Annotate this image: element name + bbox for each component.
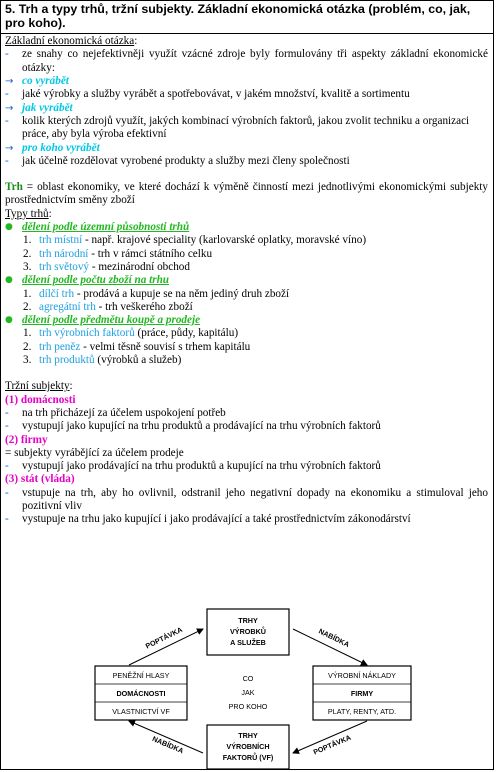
firms-definition: = subjekty vyrábějící za účelem prodeje (5, 446, 184, 459)
list-item: 2. trh peněz - velmi těsně souvisí s trhem kapitálu (23, 340, 251, 353)
green-dot-icon: ● (5, 222, 13, 233)
question-how: → jak vyrábět (5, 101, 73, 114)
section-heading-market-subjects: Tržní subjekty: (5, 380, 73, 393)
list-item: 2. trh národní - trh v rámci státního celku (23, 247, 213, 260)
question-what: → co vyrábět (5, 75, 69, 88)
right-arrow-icon: → (5, 102, 14, 114)
bottom-box-line-3: FAKTORŮ (VF) (222, 753, 274, 762)
arrow-label-bottom-right: POPTÁVKA (311, 732, 353, 757)
question-for-whom-text: - jak účelně rozdělovat vyrobené produkty a služby mezi členy společnosti (5, 154, 350, 167)
list-item: 1. trh výrobních faktorů (práce, půdy, kapitálu) (23, 327, 239, 340)
right-box-line-1: VÝROBNÍ NÁKLADY (328, 671, 396, 680)
center-line-2: JAK (241, 688, 255, 697)
question-what-text: - jaké výrobky a služby vyrábět a spotřebovávat, v jakém množství, kvalitě a sortimentu (5, 88, 410, 101)
blue-dash-icon: - (5, 513, 9, 526)
document-body (1, 34, 493, 526)
market-group-subject: ● dělení podle předmětu koupě a prodeje (5, 314, 201, 327)
list-item: 3. trh produktů (výrobků a služeb) (23, 354, 182, 367)
right-box-line-3: PLATY, RENTY, ATD. (327, 707, 397, 716)
list-item: - vystupují jako kupující na trhu produktů a prodávající na trhu výrobních faktorů (5, 420, 381, 433)
blue-dash-icon: - (5, 154, 9, 167)
top-box-line-3: A SLUŽEB (230, 638, 266, 647)
arrow-label-bottom-left: NABÍDKA (150, 734, 185, 756)
right-arrow-icon: → (5, 76, 14, 88)
right-box-line-2: FIRMY (350, 689, 374, 698)
green-dot-icon: ● (5, 315, 13, 326)
subject-firms: (2) firmy (5, 433, 48, 446)
blue-dash-icon: - (5, 486, 9, 499)
center-line-3: PRO KOHO (228, 702, 268, 711)
market-definition: Trh = oblast ekonomiky, ve které dochází k výměně činností mezi jednotlivými ekonomickými subjekty prostřednictvím směny zboží (5, 181, 488, 207)
section-heading-basic-question: Základní ekonomická otázka: (5, 35, 138, 48)
question-how-text: - kolik kterých zdrojů využít, jakých kombinací výrobních faktorů, jakou zvolit techniku a organizaci práce, aby byla výroba efektivní (5, 114, 470, 141)
top-box-line-2: VÝROBKŮ (230, 627, 266, 636)
spacer (5, 168, 488, 181)
list-item: - vystupují jako prodávající na trhu produktů a kupující na trhu výrobních faktorů (5, 460, 381, 473)
list-item: 3. trh světový - mezinárodní obchod (23, 260, 190, 273)
top-box-line-1: TRHY (238, 616, 258, 625)
center-line-1: CO (242, 674, 254, 683)
circular-flow-svg (89, 607, 419, 770)
blue-dash-icon: - (5, 88, 9, 101)
left-box-line-3: VLASTNICTVÍ VF (112, 707, 170, 716)
list-item: - vystupuje na trhu jako kupující i jako prodávající a také prostřednictvím zákonodárství (5, 513, 411, 526)
left-box-line-1: PENĚŽNÍ HLASY (112, 671, 170, 680)
bottom-box-line-2: VÝROBNÍCH (226, 742, 270, 751)
blue-dash-icon: - (5, 406, 9, 419)
subject-state: (3) stát (vláda) (5, 473, 75, 486)
list-item: 1. dílčí trh - prodává a kupuje se na něm jediný druh zboží (23, 287, 290, 300)
bottom-box-line-1: TRHY (238, 731, 258, 740)
arrow-label-top-right: NABÍDKA (317, 626, 351, 650)
blue-dash-icon: - (5, 48, 9, 61)
list-item: 2. agregátní trh - trh veškerého zboží (23, 300, 193, 313)
basic-question-intro: - ze snahy co nejefektivněji využít vzácné zdroje byly formulovány tři aspekty základní ekonomické otázky: (5, 48, 488, 74)
market-group-territorial: ● dělení podle územní působnosti trhů (5, 221, 190, 234)
list-item: - vstupuje na trh, aby ho ovlivnil, odstranil jeho negativní dopady na ekonomiku a stimuloval jeho pozitivní vliv (5, 486, 488, 512)
arrow-label-top-left: POPTÁVKA (143, 624, 184, 651)
market-group-goods-count: ● dělení podle počtu zboží na trhu (5, 274, 170, 287)
spacer (5, 367, 488, 380)
green-dot-icon: ● (5, 275, 13, 286)
question-for-whom: → pro koho vyrábět (5, 141, 100, 154)
left-box-line-2: DOMÁCNOSTI (116, 689, 166, 698)
blue-dash-icon: - (5, 460, 9, 473)
blue-dash-icon: - (5, 420, 9, 433)
right-arrow-icon: → (5, 142, 14, 154)
circular-flow-diagram (89, 607, 419, 770)
section-heading-market-types: Typy trhů: (5, 207, 52, 220)
list-item: - na trh přicházejí za účelem uspokojení potřeb (5, 406, 226, 419)
blue-dash-icon: - (5, 114, 9, 127)
list-item: 1. trh místní - např. krajové speciality (karlovarské oplatky, moravské víno) (23, 234, 367, 247)
page-title: 5. Trh a typy trhů, tržní subjekty. Základní ekonomická otázka (problém, co, jak, pro koho). (1, 1, 493, 34)
subject-households: (1) domácnosti (5, 393, 76, 406)
